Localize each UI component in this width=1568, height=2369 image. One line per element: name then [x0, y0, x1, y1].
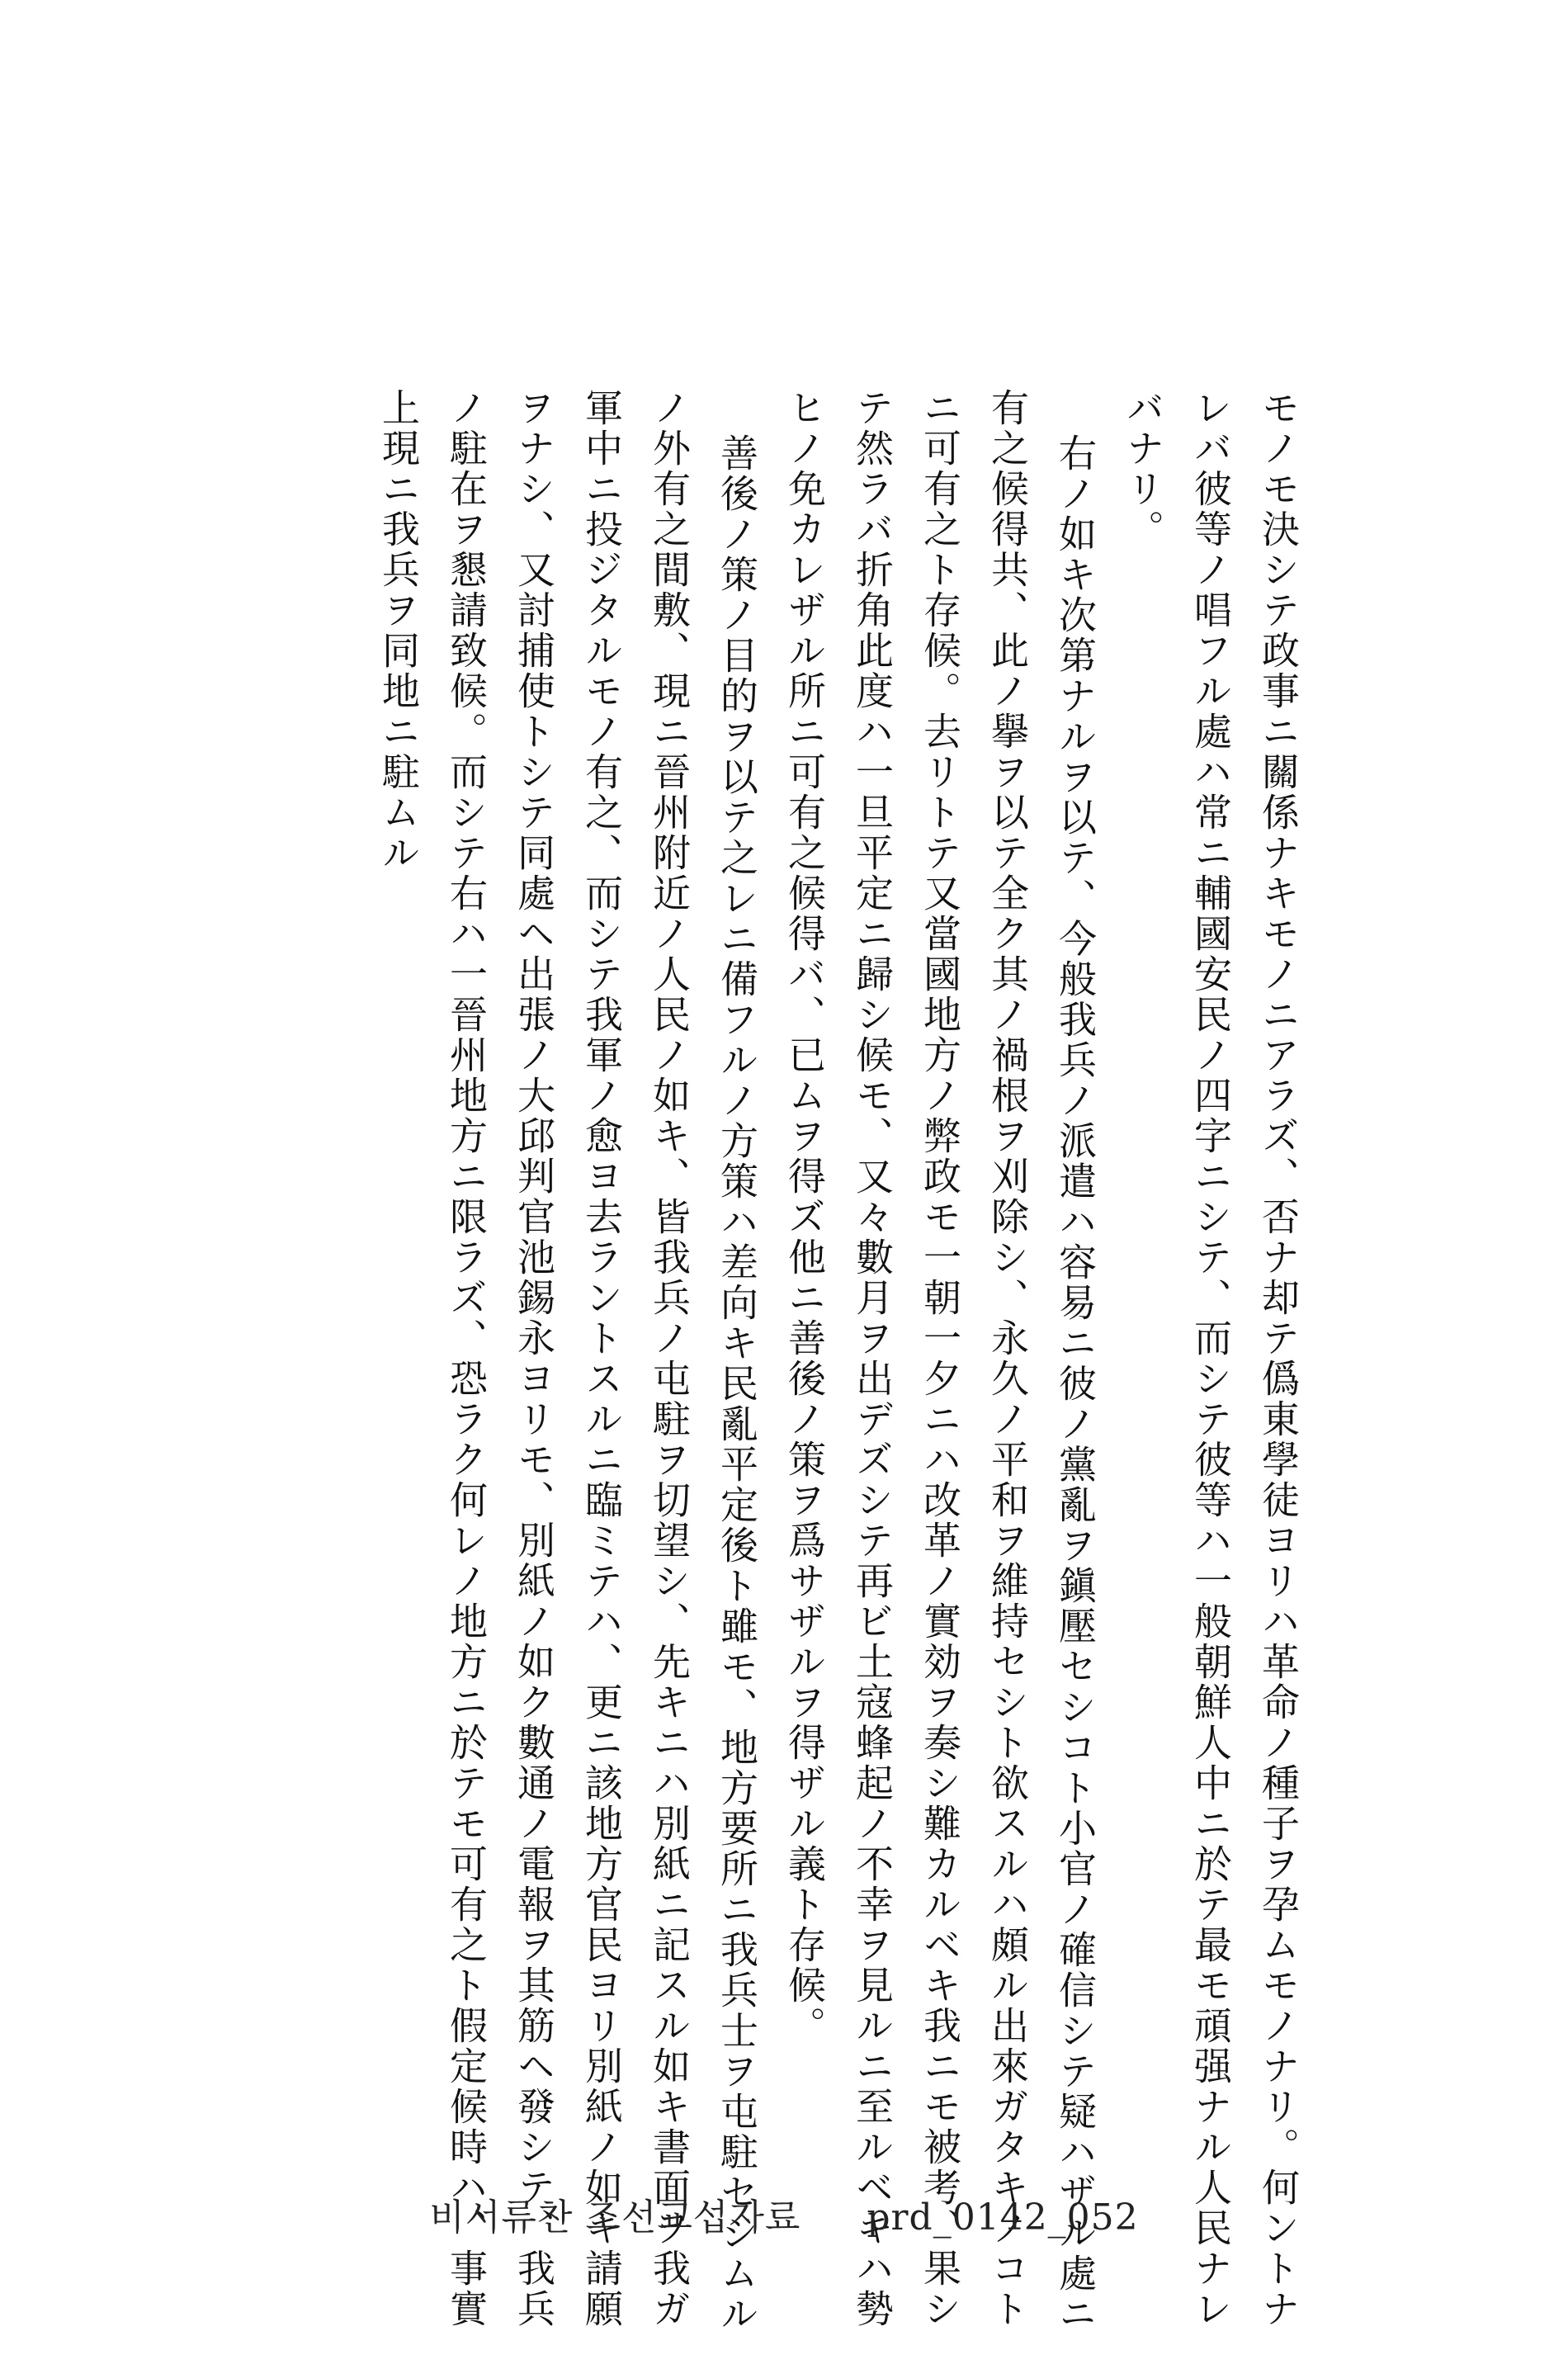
page-footer — [0, 2187, 1568, 2240]
paragraph-1: モノモ決シテ政事ニ關係ナキモノニアラズ、否ナ却テ僞東學徒ヨリハ革命ノ種子ヲ孕ムモノナリ。何ントナレバ彼等ノ唱フル處ハ常ニ輔國安民ノ四字ニシテ、而シテ彼等ハ一般朝鮮人中ニ於テ最モ頑强ナル人民ナレバナリ。 — [1121, 388, 1301, 2329]
paragraph-2: 右ノ如キ次第ナルヲ以テ、今般我兵ノ派遣ハ容易ニ彼ノ黨亂ヲ鎭壓セシコト小官ノ確信シテ疑ハザル處ニ有之候得共、此ノ擧ヲ以テ全ク其ノ禍根ヲ刈除シ、永久ノ平和ヲ維持セシト欲スルハ頗ル出來ガタキノコトニ可有之ト存候。去リトテ又當國地方ノ弊政モ一朝一夕ニハ改革ノ實効ヲ奏シ難カルベキ我ニモ被考、果シテ然ラバ折角此度ハ一旦平定ニ歸シ候モ、又々數月ヲ出デズシテ再ビ土寇蜂起ノ不幸ヲ見ルニ至ルベキハ勢ヒノ免カレザル所ニ可有之候得バ、已ムヲ得ズ他ニ善後ノ策ヲ爲サザルヲ得ザル義ト存候。 — [782, 388, 1098, 2335]
paragraph-3: 善後ノ策ノ目的ヲ以テ之レニ備フルノ方策ハ差向キ民亂平定後ト雖モ、地方要所ニ我兵士ヲ屯駐セシムルノ外有之間敷、現ニ晉州附近ノ人民ノ如キ、皆我兵ノ屯駐ヲ切望シ、先キニハ別紙ニ記スル如キ書面ヲ我ガ軍中ニ投ジタルモノ有之、而シテ我軍ノ愈ヨ去ラントスルニ臨ミテハ、更ニ該地方官民ヨリ別紙ノ如キ請願ヲナシ、又討捕使トシテ同處ヘ出張ノ大邱判官池錫永ヨリモ、別紙ノ如ク數通ノ電報ヲ其筋ヘ發シテ、我兵ノ駐在ヲ懇請致候。而シテ右ハ一晉州地方ニ限ラズ、恐ラク何レノ地方ニ於テモ可有之ト假定候時ハ、事實上現ニ我兵ヲ同地ニ駐ムル — [376, 388, 759, 2335]
page-identifier: prd_0142_052 — [867, 2196, 1139, 2239]
vertical-text-body — [365, 388, 1312, 2369]
collection-title: 비서류찬 조선교섭자료 — [429, 2196, 801, 2239]
